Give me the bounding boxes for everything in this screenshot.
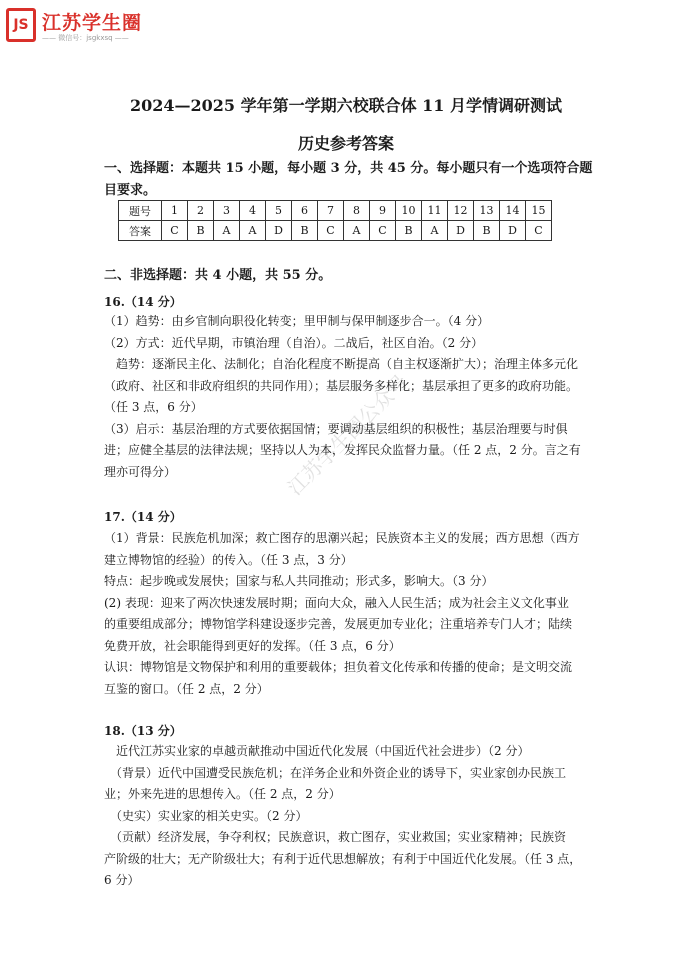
table-cell: 11 [422,201,448,221]
answer-line: 的重要组成部分；博物馆学科建设逐步完善，发展更加专业化；注重培养专门人才；陆续 [104,617,573,631]
table-cell: B [474,221,500,241]
table-cell: C [370,221,396,241]
question-16-heading: 16.（14 分） [104,295,182,309]
table-cell: 9 [370,201,396,221]
answer-line: 免费开放，社会职能得到更好的发挥。（任 3 点，6 分） [104,638,401,653]
table-row-answers [119,221,552,241]
answer-line: 业；外来先进的思想传入。（任 2 点，2 分） [104,787,341,801]
table-cell: 2 [188,201,214,221]
table-cell: 13 [474,201,500,221]
table-cell: 12 [448,201,474,221]
answer-line: （史实）实业家的相关史实。（2 分） [104,808,308,823]
table-cell: D [266,221,292,241]
answer-line: （3）启示：基层治理的方式要依据国情；要调动基层组织的积极性；基层治理要与时俱 [104,421,568,436]
answer-line: 产阶级的壮大；无产阶级壮大；有利于近代思想解放；有利于中国近代化发展。（任 3 点， [104,851,582,866]
answer-line: 理亦可得分） [104,464,177,479]
row-label-answer: 答案 [119,221,162,241]
answer-line: （贡献）经济发展，争夺利权；民族意识，救亡图存，实业救国；实业家精神；民族资 [104,830,567,844]
question-16-answer [104,311,588,483]
table-cell: A [344,221,370,241]
question-18-answer [104,741,588,892]
table-cell: 1 [162,201,188,221]
table-cell: D [448,221,474,241]
document-subtitle: 历史参考答案 [297,134,394,153]
question-17-answer [104,528,588,700]
answer-line: 趋势：逐渐民主化、法制化；自治化程度不断提高（自主权逐渐扩大）；治理主体多元化 [104,357,579,371]
table-cell: A [422,221,448,241]
answer-line: （政府、社区和非政府组织的共同作用）；基层服务多样化；基层承担了更多的政府功能。 [104,378,579,393]
answer-table [118,200,552,241]
question-17-heading: 17.（14 分） [104,510,182,524]
table-cell: C [162,221,188,241]
table-cell: 8 [344,201,370,221]
answer-line: 特点：起步晚或发展快；国家与私人共同推动；形式多，影响大。（3 分） [104,574,494,588]
watermark: 江苏学生圈公众号 [282,369,413,500]
answer-line: （任 3 点，6 分） [104,400,203,414]
answer-line: （1）背景：民族危机加深；救亡图存的思潮兴起；民族资本主义的发展；西方思想（西方 [104,531,580,545]
table-cell: C [318,221,344,241]
logo-name: 江苏学生圈 [42,12,143,34]
answer-line: （1）趋势：由乡官制向职役化转变；里甲制与保甲制逐步合一。（4 分） [104,314,490,328]
answer-line: 6 分） [104,873,140,887]
section-heading-nonchoice: 二、非选择题：共 4 小题，共 55 分。 [104,268,332,283]
table-row-numbers [119,201,552,221]
answer-line: 认识：博物馆是文物保护和利用的重要载体；担负着文化传承和传播的使命；是文明交流 [104,660,573,674]
answer-line: 建立博物馆的经验）的传入。（任 3 点，3 分） [104,552,353,567]
table-cell: B [396,221,422,241]
table-cell: 6 [292,201,318,221]
table-cell: 4 [240,201,266,221]
logo-mark-icon: JS [6,8,36,42]
answer-line: 近代江苏实业家的卓越贡献推动中国近代化发展（中国近代社会进步）（2 分） [104,744,530,758]
row-label-number: 题号 [119,201,162,221]
table-cell: D [500,221,526,241]
table-cell: 3 [214,201,240,221]
answer-line: （背景）近代中国遭受民族危机；在洋务企业和外资企业的诱导下，实业家创办民族工 [104,765,567,780]
brand-logo [6,6,156,46]
answer-line: 进；应健全基层的法律法规；坚持以人为本，发挥民众监督力量。（任 2 点，2 分。言之有 [104,443,581,457]
table-cell: B [188,221,214,241]
table-cell: 7 [318,201,344,221]
table-cell: B [292,221,318,241]
answer-line: 互鉴的窗口。（任 2 点，2 分） [104,681,269,696]
table-cell: A [214,221,240,241]
question-18-heading: 18.（13 分） [104,724,182,738]
answer-line: (2) 表现：迎来了两次快速发展时期；面向大众，融入人民生活；成为社会主义文化事业 [104,595,569,610]
answer-line: （2）方式：近代早期，市镇治理（自治）。二战后，社区自治。（2 分） [104,335,484,350]
table-cell: 5 [266,201,292,221]
table-cell: C [526,221,552,241]
table-cell: 15 [526,201,552,221]
logo-subtitle: —— 微信号：jsgkxsq —— [42,34,129,42]
table-cell: A [240,221,266,241]
section-heading-choice: 一、选择题：本题共 15 小题，每小题 3 分，共 45 分。每小题只有一个选项符合题目要求。 [104,161,593,198]
table-cell: 14 [500,201,526,221]
table-cell: 10 [396,201,422,221]
document-title: 2024—2025 学年第一学期六校联合体 11 月学情调研测试 [129,96,563,115]
